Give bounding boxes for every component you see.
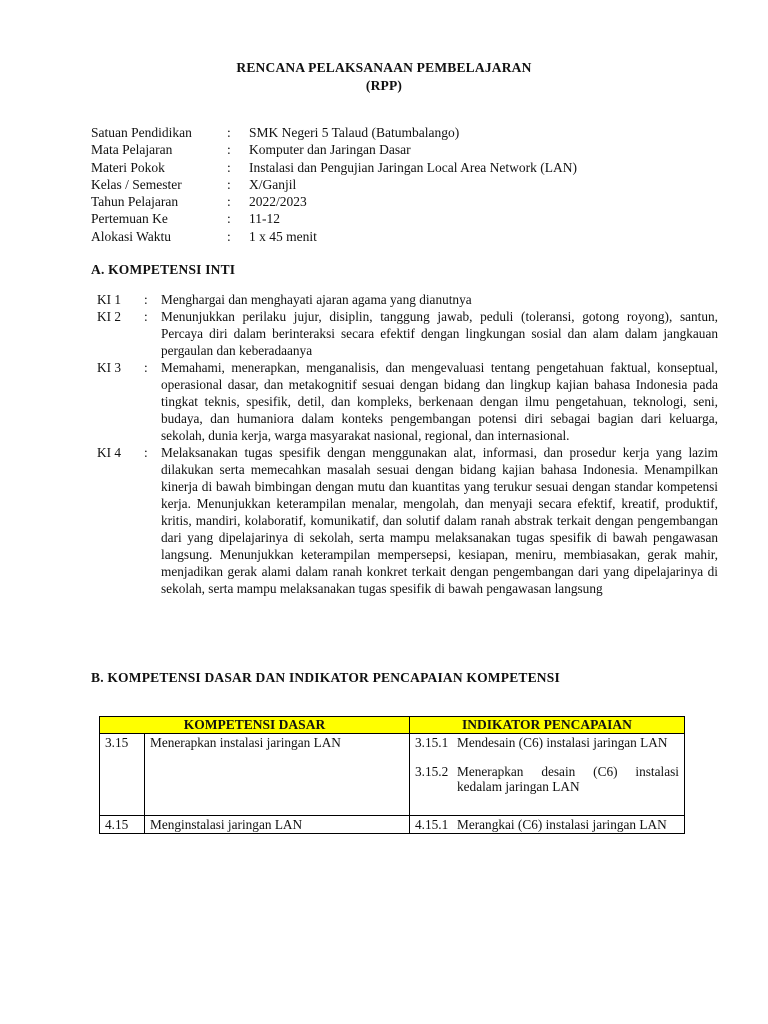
document-title: RENCANA PELAKSANAAN PEMBELAJARAN (236, 60, 532, 75)
ki-text: Menunjukkan perilaku jujur, disiplin, tanggung jawab, peduli (toleransi, gotong royong), santun, Percaya diri dalam berinteraksi secara efektif dengan lingkungan sosial dan alam dalam jangkauan pergaulan dan keberadaanya (161, 309, 718, 358)
kd-number: 3.15 (100, 734, 145, 816)
identity-label: Materi Pokok (91, 159, 165, 175)
kd-text: Menginstalasi jaringan LAN (145, 816, 410, 834)
identity-row (91, 124, 577, 141)
identity-value: SMK Negeri 5 Talaud (Batumbalango) (249, 125, 460, 140)
document-subtitle: (RPP) (365, 78, 403, 93)
indicator-number: 4.15.1 (415, 817, 449, 832)
indicator-text: Menerapkan desain (C6) instalasi kedalam jaringan LAN (457, 764, 679, 794)
identity-value: 1 x 45 menit (249, 228, 317, 244)
identity-colon: : (227, 125, 231, 140)
identity-label: Tahun Pelajaran (91, 194, 179, 210)
identity-label: Alokasi Waktu (91, 228, 172, 244)
indicator-number: 3.15.1 (415, 735, 449, 750)
indicator-cell (410, 734, 685, 816)
table-row (100, 816, 685, 834)
table-header-row (100, 717, 685, 734)
identity-label: Satuan Pendidikan (91, 125, 192, 140)
ki-item (97, 291, 718, 308)
indicator-item (415, 817, 679, 832)
identity-label: Pertemuan Ke (91, 211, 168, 227)
kompetensi-inti-list (97, 291, 718, 597)
identity-row (91, 193, 577, 210)
ki-item (97, 359, 718, 444)
identity-block (91, 124, 577, 245)
ki-label: KI 4 (97, 445, 122, 460)
header-kompetensi-dasar: KOMPETENSI DASAR (100, 717, 410, 734)
indicator-text: Merangkai (C6) instalasi jaringan LAN (457, 817, 667, 832)
ki-item (97, 444, 718, 597)
identity-value: 11-12 (249, 211, 280, 227)
header-indikator-pencapaian: INDIKATOR PENCAPAIAN (410, 717, 685, 734)
indicator-text: Mendesain (C6) instalasi jaringan LAN (457, 735, 668, 750)
ki-label: KI 1 (97, 292, 122, 307)
indicator-cell (410, 816, 685, 834)
ki-colon: : (144, 445, 148, 460)
identity-value: Instalasi dan Pengujian Jaringan Local Area Network (LAN) (249, 159, 578, 175)
identity-label: Mata Pelajaran (91, 142, 173, 158)
identity-value: 2022/2023 (249, 194, 307, 210)
indicator-number: 3.15.2 (415, 764, 449, 779)
ki-text: Melaksanakan tugas spesifik dengan menggunakan alat, informasi, dan prosedur kerja yang lazim dilakukan serta memecahkan masalah sesuai dengan bidang kajian bahasa Indonesia. Menampilkan kinerja di bawah bimbingan dengan mutu dan kuantitas yang terukur sesuai dengan standar kompetensi kerja. Menunjukkan keterampilan menalar, mengolah, dan menyaji secara efektif, kreatif, produktif, kritis, mandiri, kolaboratif, komunikatif, dan solutif dalam ranah abstrak terkait dengan pengembangan dari yang dipelajarinya di sekolah, serta mampu melaksanakan tugas spesifik di bawah pengawasan langsung. Menunjukkan keterampilan mempersepsi, kesiapan, meniru, membiasakan, gerak mahir, menjadikan gerak alami dalam ranah konkret terkait dengan pengembangan dari yang dipelajarinya di sekolah, serta mampu melaksanakan tugas spesifik di bawah pengawasan langsung (161, 445, 718, 596)
identity-colon: : (227, 194, 231, 210)
ki-label: KI 2 (97, 309, 122, 324)
kd-number: 4.15 (100, 816, 145, 834)
section-a-heading: A. KOMPETENSI INTI (91, 262, 236, 277)
ki-colon: : (144, 309, 148, 324)
ki-label: KI 3 (97, 360, 122, 375)
identity-label: Kelas / Semester (91, 176, 182, 192)
ki-item (97, 308, 718, 359)
indicator-item (415, 764, 679, 794)
indicator-gap (415, 750, 679, 764)
ki-text: Memahami, menerapkan, menganalisis, dan mengevaluasi tentang pengetahuan faktual, konseptual, operasional dasar, dan metakognitif sesuai dengan bidang dan lingkup kajian bahasa Indonesia pada tingkat teknis, spesifik, detil, dan kompleks, berkenaan dengan ilmu pengetahuan, teknologi, seni, budaya, dan humaniora dalam konteks pengembangan potensi diri sebagai bagian dari keluarga, sekolah, dunia kerja, warga masyarakat nasional, regional, dan internasional. (161, 360, 718, 443)
ki-colon: : (144, 292, 148, 307)
ki-colon: : (144, 360, 148, 375)
kd-indicator-table (99, 716, 685, 834)
ki-text: Menghargai dan menghayati ajaran agama yang dianutnya (161, 292, 472, 307)
identity-row (91, 141, 577, 158)
identity-colon: : (227, 228, 231, 244)
identity-row (91, 159, 577, 176)
identity-row (91, 176, 577, 193)
table-row (100, 734, 685, 816)
identity-colon: : (227, 159, 231, 175)
identity-colon: : (227, 142, 231, 158)
identity-row (91, 210, 577, 227)
identity-value: Komputer dan Jaringan Dasar (249, 142, 411, 158)
section-b-heading: B. KOMPETENSI DASAR DAN INDIKATOR PENCAPAIAN KOMPETENSI (91, 670, 560, 685)
indicator-item (415, 735, 679, 750)
kd-text: Menerapkan instalasi jaringan LAN (145, 734, 410, 816)
identity-value: X/Ganjil (249, 176, 297, 192)
identity-colon: : (227, 176, 231, 192)
identity-row (91, 228, 577, 245)
identity-colon: : (227, 211, 231, 227)
